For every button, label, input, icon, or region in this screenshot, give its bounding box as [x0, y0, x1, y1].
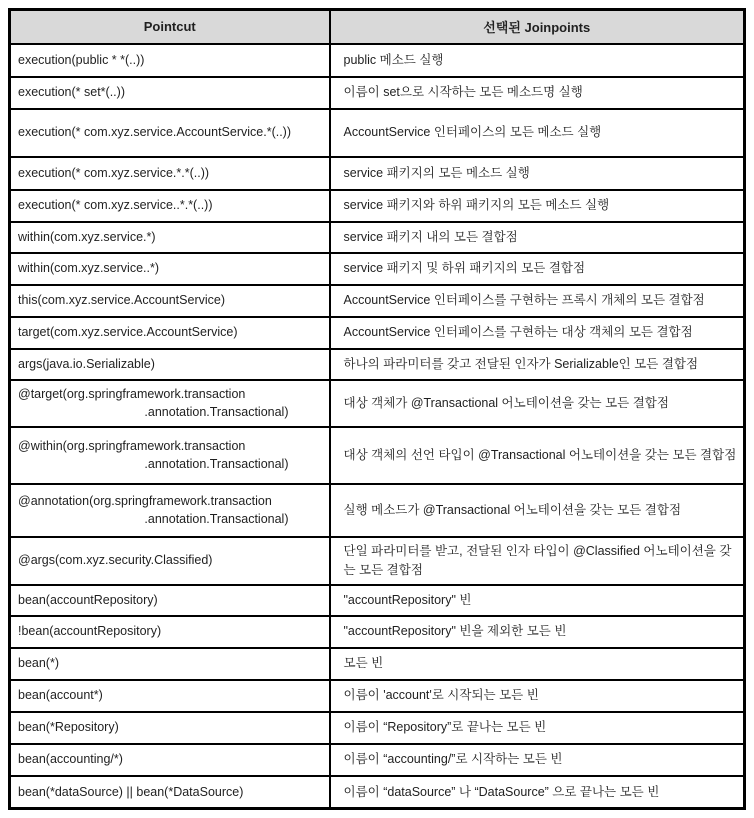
pointcut-expression: bean(*Repository) — [18, 720, 119, 735]
table-row — [10, 585, 745, 616]
table-row — [10, 484, 745, 537]
pointcut-expression-continuation: .annotation.Transactional) — [144, 405, 289, 419]
table-header — [10, 10, 745, 44]
table-row — [10, 190, 745, 222]
joinpoint-description-cell: "accountRepository" 빈 — [330, 585, 745, 616]
pointcut-cell — [10, 680, 330, 712]
table-row — [10, 680, 745, 712]
table-row — [10, 744, 745, 776]
pointcut-expression: !bean(accountRepository) — [18, 624, 162, 639]
pointcut-cell — [10, 44, 330, 77]
header-row — [10, 10, 745, 44]
joinpoint-description-cell: 하나의 파라미터를 갖고 전달된 인자가 Serializable인 모든 결합점 — [330, 349, 745, 380]
table-row — [10, 776, 745, 809]
joinpoint-description-cell: 모든 빈 — [330, 648, 745, 680]
table-row — [10, 648, 745, 680]
joinpoint-description-cell: 대상 객체의 선언 타입이 @Transactional 어노테이션을 갖는 모든 결합점 — [330, 427, 745, 484]
pointcut-expression: target(com.xyz.service.AccountService) — [18, 325, 238, 340]
joinpoint-description-cell: AccountService 인터페이스를 구현하는 프록시 개체의 모든 결합점 — [330, 285, 745, 317]
table-row — [10, 285, 745, 317]
pointcut-cell — [10, 484, 330, 537]
table-row — [10, 317, 745, 349]
joinpoint-description-cell: AccountService 인터페이스를 구현하는 대상 객체의 모든 결합점 — [330, 317, 745, 349]
pointcut-cell — [10, 427, 330, 484]
column-header-pointcut: Pointcut — [10, 10, 330, 44]
joinpoint-description-cell: 실행 메소드가 @Transactional 어노테이션을 갖는 모든 결합점 — [330, 484, 745, 537]
pointcut-expression: within(com.xyz.service.*) — [18, 229, 156, 244]
table-row — [10, 427, 745, 484]
pointcut-expression: bean(accountRepository) — [18, 592, 158, 607]
table-row — [10, 109, 745, 157]
joinpoint-description-cell: service 패키지의 모든 메소드 실행 — [330, 157, 745, 190]
pointcut-expression: bean(*dataSource) || bean(*DataSource) — [18, 784, 244, 799]
pointcut-expression: @args(com.xyz.security.Classified) — [18, 553, 213, 568]
joinpoint-description-cell: 이름이 'account'로 시작되는 모든 빈 — [330, 680, 745, 712]
pointcut-expression: bean(account*) — [18, 688, 103, 703]
table-row — [10, 157, 745, 190]
pointcut-expression-continuation: .annotation.Transactional) — [144, 457, 289, 471]
pointcut-expression: @within(org.springframework.transaction — [18, 438, 246, 453]
pointcut-expression: this(com.xyz.service.AccountService) — [18, 293, 226, 308]
joinpoint-description-cell: service 패키지와 하위 패키지의 모든 메소드 실행 — [330, 190, 745, 222]
pointcut-cell — [10, 190, 330, 222]
pointcut-cell — [10, 585, 330, 616]
joinpoint-description-cell: service 패키지 내의 모든 결합점 — [330, 222, 745, 253]
joinpoint-description-cell: 단일 파라미터를 받고, 전달된 인자 타입이 @Classified 어노테이션을 갖는 모든 결합점 — [330, 537, 745, 585]
table-row — [10, 380, 745, 427]
pointcut-cell — [10, 253, 330, 285]
table-row — [10, 537, 745, 585]
pointcut-cell — [10, 77, 330, 109]
pointcut-cell — [10, 616, 330, 648]
column-header-joinpoints: 선택된 Joinpoints — [330, 10, 745, 44]
pointcut-expression: @annotation(org.springframework.transaction — [18, 493, 272, 508]
pointcut-expression: execution(* com.xyz.service..*.*(..)) — [18, 198, 213, 213]
pointcut-cell — [10, 222, 330, 253]
pointcut-cell — [10, 537, 330, 585]
table-row — [10, 349, 745, 380]
pointcut-reference-table-container — [8, 8, 746, 810]
joinpoint-description-cell: 대상 객체가 @Transactional 어노테이션을 갖는 모든 결합점 — [330, 380, 745, 427]
table-row — [10, 222, 745, 253]
joinpoint-description-cell: "accountRepository" 빈을 제외한 모든 빈 — [330, 616, 745, 648]
pointcut-expression: bean(*) — [18, 656, 59, 671]
pointcut-cell — [10, 157, 330, 190]
joinpoint-description-cell: 이름이 “accounting/”로 시작하는 모든 빈 — [330, 744, 745, 776]
joinpoint-description-cell: 이름이 “dataSource” 나 “DataSource” 으로 끝나는 모든 빈 — [330, 776, 745, 809]
pointcut-cell — [10, 712, 330, 744]
pointcut-cell — [10, 744, 330, 776]
pointcut-expression: within(com.xyz.service..*) — [18, 261, 159, 276]
pointcut-expression: execution(public * *(..)) — [18, 52, 145, 67]
pointcut-expression: args(java.io.Serializable) — [18, 356, 155, 371]
joinpoint-description-cell: public 메소드 실행 — [330, 44, 745, 77]
pointcut-cell — [10, 349, 330, 380]
pointcut-expression: @target(org.springframework.transaction — [18, 386, 246, 401]
pointcut-cell — [10, 317, 330, 349]
pointcut-expression: execution(* com.xyz.service.*.*(..)) — [18, 165, 210, 180]
pointcut-cell — [10, 380, 330, 427]
joinpoint-description-cell: 이름이 “Repository”로 끝나는 모든 빈 — [330, 712, 745, 744]
pointcut-expression: bean(accounting/*) — [18, 752, 123, 767]
pointcut-expression: execution(* set*(..)) — [18, 85, 125, 100]
pointcut-cell — [10, 285, 330, 317]
pointcut-cell — [10, 109, 330, 157]
pointcut-cell — [10, 776, 330, 809]
table-body — [10, 44, 745, 809]
joinpoint-description-cell: 이름이 set으로 시작하는 모든 메소드명 실행 — [330, 77, 745, 109]
table-row — [10, 616, 745, 648]
pointcut-expression-continuation: .annotation.Transactional) — [144, 512, 289, 526]
joinpoint-description-cell: service 패키지 및 하위 패키지의 모든 결합점 — [330, 253, 745, 285]
pointcut-cell — [10, 648, 330, 680]
table-row — [10, 77, 745, 109]
pointcut-expression: execution(* com.xyz.service.AccountService.*(..)) — [18, 125, 292, 140]
table-row — [10, 712, 745, 744]
table-row — [10, 44, 745, 77]
joinpoint-description-cell: AccountService 인터페이스의 모든 메소드 실행 — [330, 109, 745, 157]
table-row — [10, 253, 745, 285]
pointcut-table — [8, 8, 746, 810]
